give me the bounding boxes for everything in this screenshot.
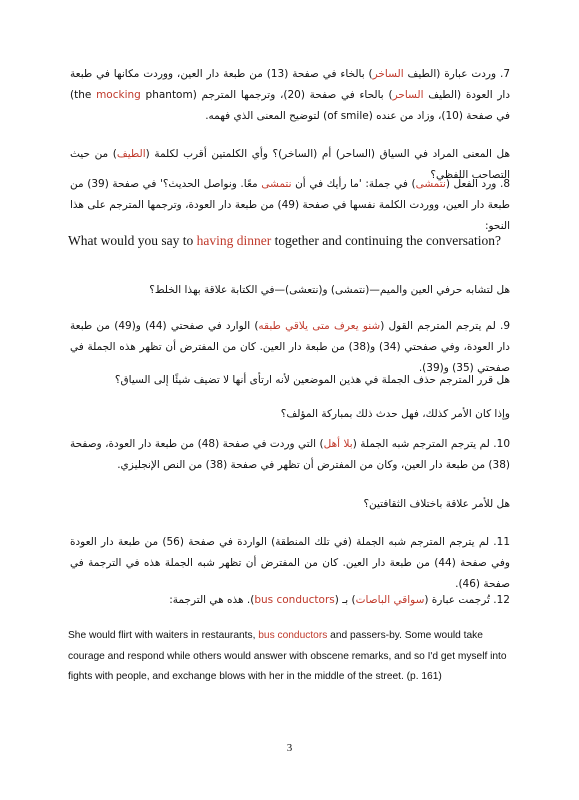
question-9a: هل قرر المترجم حذف الجملة في هذين الموضعين لأنه ارتأى أنها لا تضيف شيئًا إلى السياق؟ (114, 374, 510, 386)
highlight-phrase: شنو يعرف متى يلاقي طبقه (258, 320, 381, 332)
highlight-phrase: بلا أهل (323, 438, 353, 450)
highlight-phrase: having dinner (196, 233, 272, 248)
highlight-phrase: سواقي الباصات (355, 594, 425, 606)
question-10: هل للأمر علاقة باختلاف الثقافتين؟ (363, 498, 510, 510)
paragraph-11: 11. لم يترجم المترجم شبه الجملة (في تلك المنطقة) الواردة في صفحة (56) من طبعة دار العودة وفي صفحة (44) من طبعة دار العين. كان من المفترض أن تظهر شبه الجملة هذه في الترجمة في صفحة (46). (70, 536, 511, 590)
english-quote-1: What would you say to having dinner together and continuing the conversation? (68, 233, 502, 248)
highlight-word: mocking (96, 89, 141, 101)
highlight-word: نتمشى (415, 178, 446, 190)
question-9b: وإذا كان الأمر كذلك، فهل حدث ذلك بمباركة المؤلف؟ (280, 408, 510, 420)
highlight-word: الطيف (116, 148, 146, 160)
question-7: هل المعنى المراد في السياق (الساحر) أم (الساخر)؟ وأي الكلمتين أقرب لكلمة (الطيف) من حيث التصاحب اللفظي؟ (70, 148, 510, 181)
highlight-phrase: bus conductors (254, 594, 335, 606)
english-quote-2: She would flirt with waiters in restaurants, bus conductors and passers-by. Some would take courage and respond while others would answer with obscene remarks, and so I'd get myself into fights with people, and exchange blows with her in the middle of the street. (p. 161) (68, 630, 507, 682)
paragraph-8: 8. ورد الفعل (نتمشى) في جملة: 'ما رأيك في أن نتمشى معًا. ونواصل الحديث؟' في صفحة (39) من طبعة دار العين، ووردت الكلمة نفسها في صفحة (49) من طبعة دار العودة، وترجمها المترجم على هذا النحو: (70, 178, 510, 232)
highlight-word: نتمشى (261, 178, 292, 190)
paragraph-9: 9. لم يترجم المترجم القول (شنو يعرف متى يلاقي طبقه) الوارد في صفحتي (44) و(49) من طبعة دار العودة، وفي صفحتي (34) و(38) من طبعة دار العين. كان من المفترض أن تظهر هذه الجملة في صفحتي (35) و(39). (70, 320, 510, 374)
paragraph-7: 7. وردت عبارة (الطيف الساخر) بالخاء في صفحة (13) من طبعة دار العين، ووردت مكانها في طبعة دار العودة (الطيف الساحر) بالحاء في صفحة (20)، وترجمها المترجم (the mocking phantom) في صفحة (10)، وزاد من عنده (of smile) لتوضيح المعنى الذي فهمه. (70, 68, 510, 122)
paragraph-10: 10. لم يترجم المترجم شبه الجملة (بلا أهل) التي وردت في صفحة (48) من طبعة دار العودة، وصفحة (38) من طبعة دار العين، وكان من المفترض أن تظهر في صفحة (38) من النص الإنجليزي. (70, 438, 511, 471)
question-8: هل لتشابه حرفي العين والميم—(نتمشى) و(نتعشى)—في الكتابة علاقة بهذا الخلط؟ (149, 284, 510, 296)
highlight-word: الساخر (372, 68, 404, 80)
highlight-word: الساحر (392, 89, 424, 101)
highlight-phrase: bus conductors (258, 630, 328, 641)
page-number: 3 (286, 742, 293, 754)
paragraph-12: 12. تُرجمت عبارة (سواقي الباصات) بـ (bus conductors). هذه هي الترجمة: (169, 594, 510, 606)
